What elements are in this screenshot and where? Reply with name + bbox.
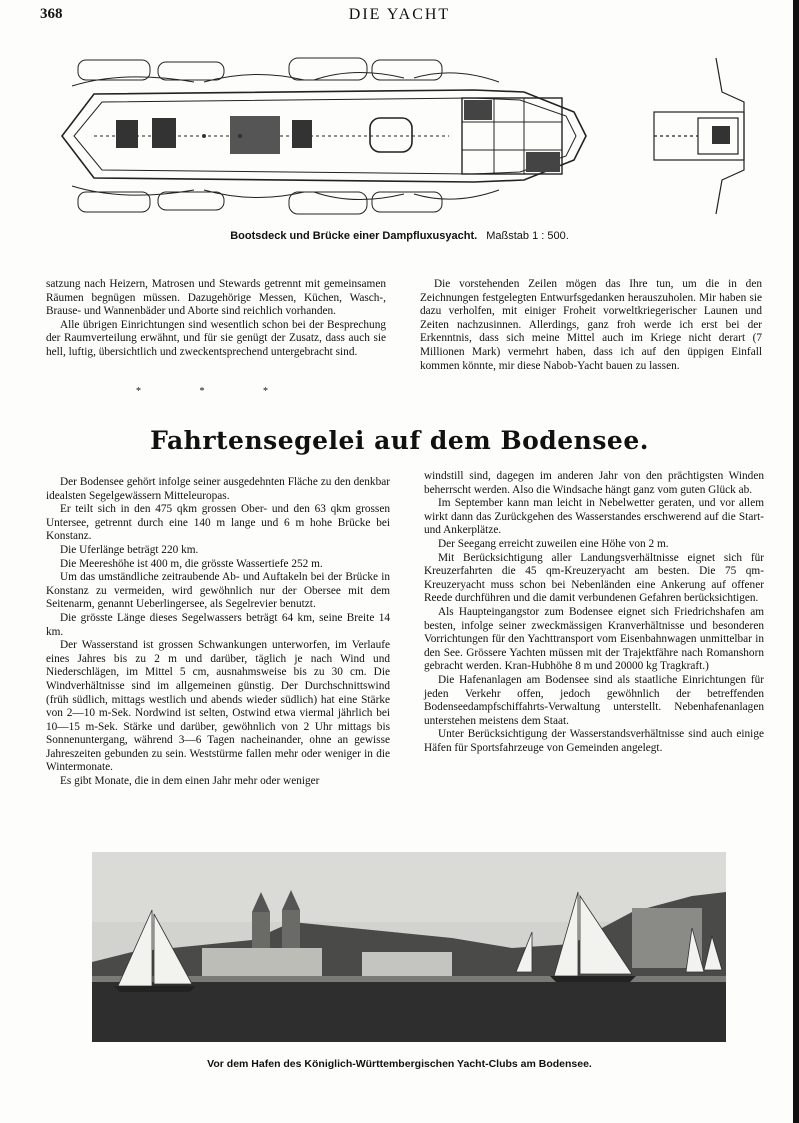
bridge-plan xyxy=(648,52,748,220)
plan-scale: Maßstab 1 : 500. xyxy=(486,230,569,242)
top-left-column xyxy=(46,278,386,360)
paragraph: windstill sind, dagegen im anderen Jahr von den prächtigsten Winden beherrscht werden. Also die Windsache hängt ganz vom guten Glück ab. xyxy=(424,470,764,496)
paragraph: Der Bodensee gehört infolge seiner ausgedehnten Fläche zu den denkbar idealsten Segelgewässern Mitteleuropas. xyxy=(46,476,390,502)
paragraph: Um das umständliche zeitraubende Ab- und Auftakeln bei der Brücke in Konstanz zu vermeiden, wird gewöhnlich nur der Obersee mit dem Seitenarm, genannt Ueberlingersee, als Segelrevier benutzt. xyxy=(46,571,390,611)
paragraph: Im September kann man leicht in Nebelwetter geraten, und vor allem wirkt dann das Zurückgehen des Wasserstandes erschwerend auf die Start- und Ankerplätze. xyxy=(424,497,764,537)
paragraph: Die grösste Länge dieses Segelwassers beträgt 64 km, seine Breite 14 km. xyxy=(46,611,390,638)
paragraph: Der Seegang erreicht zuweilen eine Höhe von 2 m. xyxy=(438,537,669,550)
article-left-column xyxy=(46,476,390,789)
paragraph: satzung nach Heizern, Matrosen und Stewards getrennt mit gemeinsamen Räumen begnügen müssen. Dazugehörige Messen, Küchen, Wasch-, Brause- und Wannenbäder und Aborte sind reichlich vorhanden. xyxy=(46,278,386,318)
boat-deck-plan xyxy=(54,52,599,220)
paragraph: Die Uferlänge beträgt 220 km. xyxy=(60,543,199,556)
paragraph: Die Hafenanlagen am Bodensee sind als staatliche Einrichtungen für jeden Verkehr offen, jedoch gewöhnlich der betreffenden Bodenseedampfschiffahrts-Verwaltung unterstellt. Nebenhafenanlagen unterstehen meistens dem Staat. xyxy=(424,673,764,727)
paragraph: Es gibt Monate, die in dem einen Jahr mehr oder weniger xyxy=(60,775,320,788)
top-right-column xyxy=(420,278,762,373)
paragraph: Alle übrigen Einrichtungen sind wesentlich schon bei der Besprechung der Raumverteilung erwähnt, und für sie genügt der Zusatz, dass auch sie hell, luftig, übersichtlich und zweckentsprechend untergebracht sind. xyxy=(46,318,386,358)
plan-caption-text: Bootsdeck und Brücke einer Dampfluxusyacht. xyxy=(230,230,478,242)
page-number: 368 xyxy=(40,6,63,22)
photo-caption: Vor dem Hafen des Königlich-Württembergischen Yacht-Clubs am Bodensee. xyxy=(207,1058,592,1070)
section-break: * * * xyxy=(136,386,296,397)
harbor-photograph xyxy=(92,852,726,1042)
running-title: DIE YACHT xyxy=(348,6,451,23)
paragraph: Der Wasserstand ist grossen Schwankungen unterworfen, im Verlaufe eines Jahres bis zu 2 m und darüber, täglich je nach Wind und Niederschlägen, im Mittel 5 cm, ausnahmsweise bis zu 30 cm. Die Windverhältnisse sind im allgemeinen günstig. Der Durchschnittswind (früh südlich, mittags westlich und abends wieder südlich) hat eine Stärke von 2—10 m-Sek. Nordwind ist selten, Ostwind etwa viermal jährlich bei 10—15 m-Sek. Stärke und darüber, gewöhnlich von 2 Uhr mittags bis Sonnenuntergang, während 3—6 Tagen nacheinander, ohne an gewisse Jahreszeiten gebunden zu sein. Weststürme fallen mehr oder weniger in die Wintermonate. xyxy=(46,639,390,774)
plan-caption xyxy=(0,230,799,242)
paragraph: Unter Berücksichtigung der Wasserstandsverhältnisse sind auch einige Häfen für Sportsfahrzeuge von Gemeinden angelegt. xyxy=(424,728,764,754)
paragraph: Die vorstehenden Zeilen mögen das Ihre tun, um die in den Zeichnungen festgelegten Entwurfsgedanken herauszuholen. Mir haben sie dazu verholfen, mit einiger Froheit vorweltkriegerischer Launen und Zeiten nachzusinnen. Allerdings, ganz froh werde ich erst bei der Erkenntnis, dass sich meine Mittel auch im Kriege nicht derart (7 Millionen Mark) vermehrt haben, dass ich auf den üppigen Einfall kommen könnte, mir diese Nabob-Yacht bauen zu lassen. xyxy=(420,278,762,372)
paragraph: Als Haupteingangstor zum Bodensee eignet sich Friedrichshafen am besten, infolge seiner zweckmässigen Kranverhältnisse und besonderen Vorrichtungen für den Yachttransport vom Eisenbahnwagen unmittelbar in den See. Grössere Yachten müssen mit der Trajektfähre nach Romanshorn gebracht werden. Kran-Hubhöhe 8 m und 20000 kg Tragkraft.) xyxy=(424,605,764,673)
scan-edge xyxy=(793,0,799,1123)
paragraph: Die Meereshöhe ist 400 m, die grösste Wassertiefe 252 m. xyxy=(60,557,323,570)
paragraph: Mit Berücksichtigung aller Landungsverhältnisse eignet sich für Kreuzerfahrten die 45 qm-Kreuzeryacht am besten. Die 75 qm-Kreuzeryacht muss schon bei Nebenländen eine Ankerung auf offener Reede durchführen und die damit verbundenen Gefahren berücksichtigen. xyxy=(424,551,764,605)
article-right-column xyxy=(424,470,764,755)
article-title: Fahrtensegelei auf dem Bodensee. xyxy=(150,426,649,455)
paragraph: Er teilt sich in den 475 qkm grossen Ober- und den 63 qkm grossen Untersee, getrennt durch eine 140 m lange und 6 m hohe Brücke bei Konstanz. xyxy=(46,503,390,543)
